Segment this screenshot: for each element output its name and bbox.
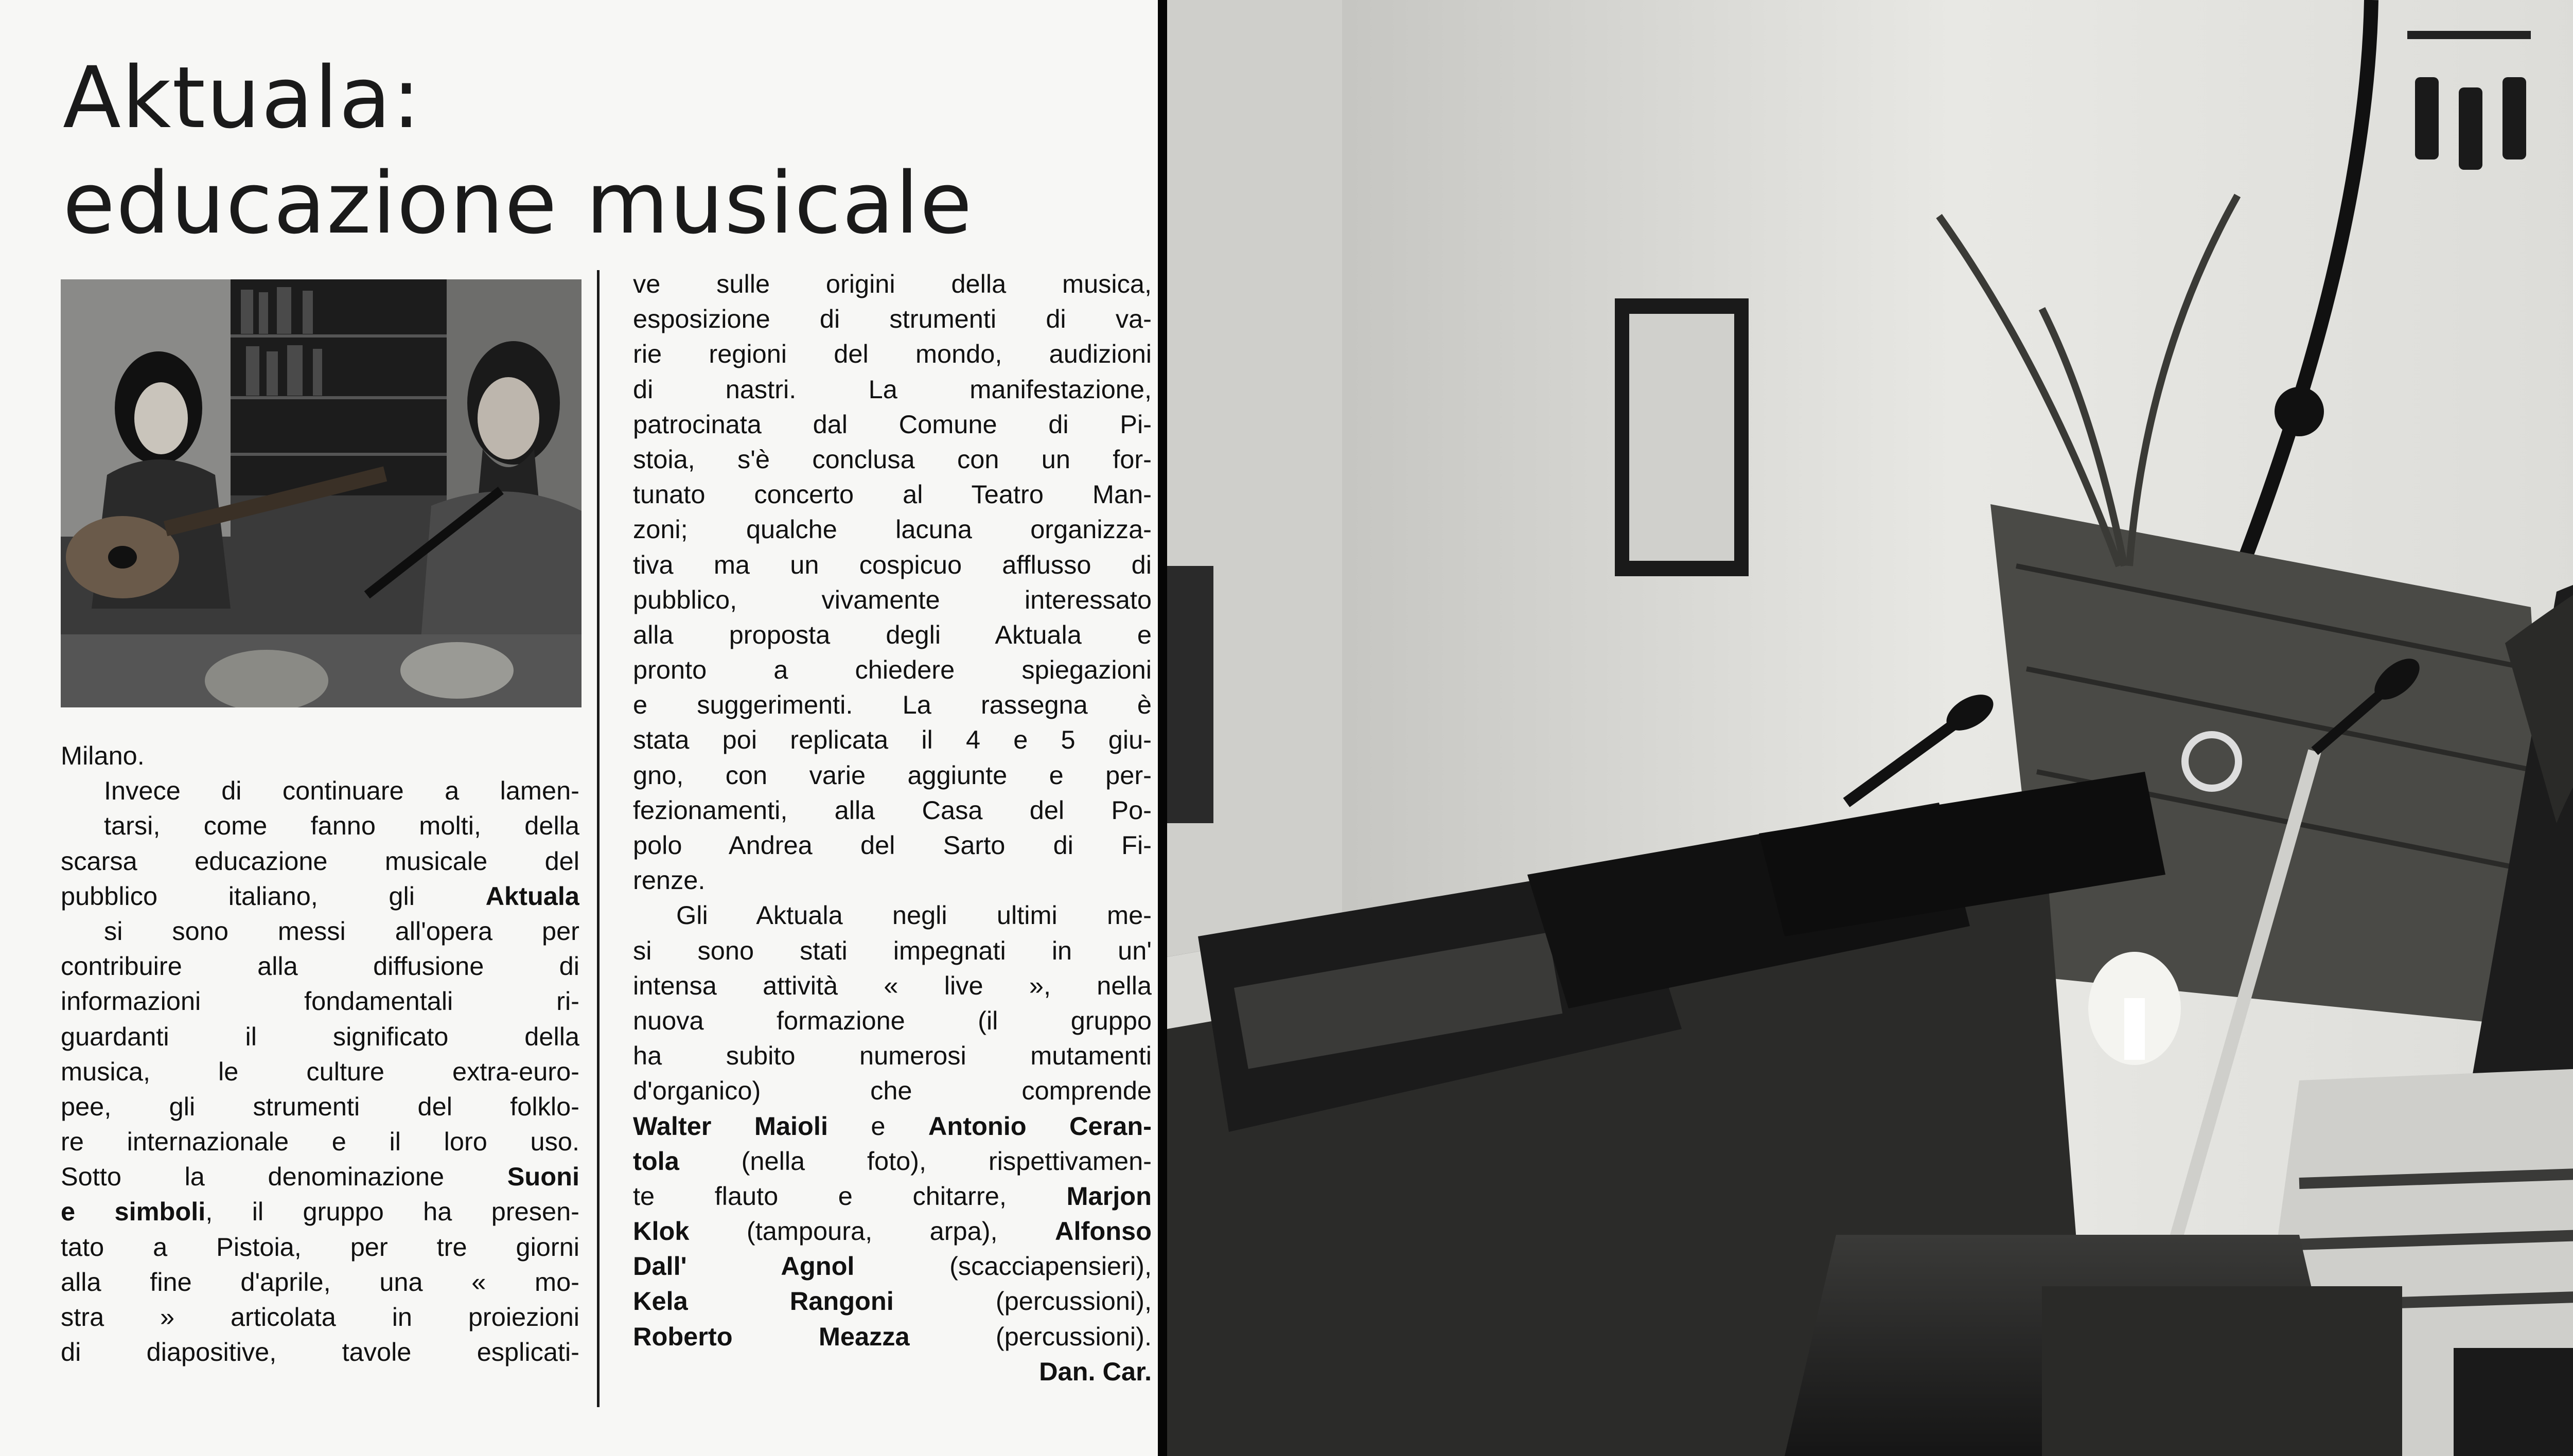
text-run: ve sulle origini della musica,: [633, 269, 1152, 298]
text-run: contribuire alla diffusione di: [61, 951, 579, 981]
article-line: [633, 687, 1152, 722]
article-line: [633, 1073, 1152, 1108]
article-line: [61, 914, 579, 949]
text-run: di diapositive, tavole esplicati-: [61, 1337, 579, 1367]
article-line: [633, 617, 1152, 652]
magazine-page: [0, 0, 1158, 1456]
text-run: (scacciapensieri),: [854, 1251, 1152, 1281]
bold-text: Marjon: [1066, 1181, 1152, 1211]
article-line: [633, 547, 1152, 582]
text-run: musica, le culture extra-euro-: [61, 1056, 579, 1086]
article-line: [633, 407, 1152, 442]
article-line: [61, 1230, 579, 1265]
article-title: [63, 45, 1118, 256]
article-line: [633, 301, 1152, 336]
article-line: [633, 1354, 1152, 1389]
article-line: [61, 1124, 579, 1159]
title-line-2: educazione musicale: [63, 154, 973, 253]
text-run: tato a Pistoia, per tre giorni: [61, 1232, 579, 1262]
article-line: [633, 1109, 1152, 1144]
text-run: e suggerimenti. La rassegna è: [633, 690, 1152, 720]
bold-text: e simboli: [61, 1197, 206, 1227]
text-run: si sono stati impegnati in un': [633, 935, 1152, 965]
text-run: ha subito numerosi mutamenti: [633, 1041, 1152, 1071]
bold-text: Klok: [633, 1216, 690, 1246]
bold-text: Alfonso: [1055, 1216, 1152, 1246]
text-run: stoia, s'è conclusa con un for-: [633, 444, 1152, 474]
article-line: [633, 1284, 1152, 1319]
article-line: [633, 1179, 1152, 1214]
text-run: re internazionale e il loro uso.: [61, 1127, 579, 1157]
text-run: alla proposta degli Aktuala e: [633, 619, 1152, 649]
article-line: [633, 793, 1152, 828]
article-line: [633, 828, 1152, 863]
text-run: (nella foto), rispettivamen-: [679, 1146, 1152, 1176]
text-run: (tampoura, arpa),: [689, 1216, 1055, 1246]
inset-photo: [61, 279, 581, 707]
article-line: [61, 738, 579, 773]
text-run: Invece di continuare a lamen-: [104, 776, 579, 806]
article-line: [61, 1019, 579, 1054]
article-column-right: [633, 267, 1152, 1389]
article-line: [633, 722, 1152, 757]
text-run: intensa attività « live », nella: [633, 970, 1152, 1000]
text-run: informazioni fondamentali ri-: [61, 986, 579, 1016]
article-line: [633, 1003, 1152, 1038]
text-run: tunato concerto al Teatro Man-: [633, 480, 1152, 509]
bold-text: Walter Maioli: [633, 1111, 828, 1141]
text-run: stra » articolata in proiezioni: [61, 1302, 579, 1331]
text-run: alla fine d'aprile, una « mo-: [61, 1267, 579, 1297]
text-run: nuova formazione (il gruppo: [633, 1005, 1152, 1035]
text-run: pronto a chiedere spiegazioni: [633, 655, 1152, 685]
text-run: fezionamenti, alla Casa del Po-: [633, 795, 1152, 825]
article-line: [61, 1265, 579, 1300]
text-run: Milano.: [61, 741, 145, 770]
bold-text: Suoni: [507, 1162, 579, 1192]
article-line: [633, 758, 1152, 793]
article-line: [61, 1194, 579, 1229]
text-run: polo Andrea del Sarto di Fi-: [633, 830, 1152, 860]
main-photo-illustration: [1167, 0, 2573, 1456]
main-photo: [1167, 0, 2573, 1456]
text-run: pee, gli strumenti del folklo-: [61, 1091, 579, 1121]
article-line: [61, 808, 579, 843]
text-run: d'organico) che comprende: [633, 1076, 1152, 1106]
text-run: tarsi, come fanno molti, della: [104, 811, 579, 841]
bold-text: Antonio Ceran-: [928, 1111, 1152, 1141]
text-run: patrocinata dal Comune di Pi-: [633, 409, 1152, 439]
article-line: [633, 442, 1152, 477]
bold-text: Dall' Agnol: [633, 1251, 855, 1281]
article-line: [633, 652, 1152, 687]
article-line: [61, 1300, 579, 1335]
text-run: pubblico, vivamente interessato: [633, 584, 1152, 614]
article-line: [633, 477, 1152, 512]
article-column-left: [61, 738, 579, 1370]
article-line: [633, 1214, 1152, 1249]
article-line: [61, 1335, 579, 1370]
page-gutter: [1158, 0, 1167, 1456]
article-line: [633, 863, 1152, 898]
article-line: [633, 582, 1152, 617]
article-line: [633, 1249, 1152, 1284]
article-line: [61, 1159, 579, 1194]
text-run: si sono messi all'opera per: [104, 916, 579, 946]
column-rule: [597, 270, 600, 1407]
article-line: [633, 267, 1152, 301]
bold-text: tola: [633, 1146, 679, 1176]
text-run: zoni; qualche lacuna organizza-: [633, 514, 1152, 544]
article-line: [633, 372, 1152, 407]
bold-text: Roberto Meazza: [633, 1321, 910, 1351]
text-run: rie regioni del mondo, audizioni: [633, 339, 1152, 369]
text-run: , il gruppo ha presen-: [205, 1197, 579, 1227]
text-run: Gli Aktuala negli ultimi me-: [676, 900, 1152, 930]
text-run: stata poi replicata il 4 e 5 giu-: [633, 725, 1152, 755]
text-run: renze.: [633, 865, 706, 895]
text-run: te flauto e chitarre,: [633, 1181, 1067, 1211]
article-line: [633, 1319, 1152, 1354]
article-line: [633, 933, 1152, 968]
article-line: [61, 773, 579, 808]
article-line: [633, 512, 1152, 547]
article-line: [61, 1054, 579, 1089]
text-run: (percussioni).: [909, 1321, 1152, 1351]
text-run: e: [827, 1111, 928, 1141]
title-line-1: Aktuala:: [63, 48, 422, 147]
article-line: [633, 1038, 1152, 1073]
article-line: [61, 984, 579, 1019]
article-line: [61, 1089, 579, 1124]
text-run: tiva ma un cospicuo afflusso di: [633, 549, 1152, 579]
text-run: scarsa educazione musicale del: [61, 846, 579, 876]
text-run: gno, con varie aggiunte e per-: [633, 760, 1152, 790]
text-run: di nastri. La manifestazione,: [633, 374, 1152, 404]
article-line: [61, 879, 579, 914]
bold-text: Dan. Car.: [1039, 1356, 1152, 1386]
bold-text: Aktuala: [485, 881, 579, 911]
article-line: [633, 1144, 1152, 1179]
text-run: guardanti il significato della: [61, 1021, 579, 1051]
article-line: [61, 844, 579, 879]
text-run: Sotto la denominazione: [61, 1162, 507, 1192]
text-run: (percussioni),: [893, 1286, 1152, 1316]
text-run: pubblico italiano, gli: [61, 881, 486, 911]
article-line: [633, 898, 1152, 933]
bold-text: Kela Rangoni: [633, 1286, 894, 1316]
article-line: [633, 968, 1152, 1003]
text-run: esposizione di strumenti di va-: [633, 304, 1152, 334]
article-line: [61, 949, 579, 984]
inset-photo-illustration: [61, 279, 581, 707]
article-line: [633, 336, 1152, 371]
